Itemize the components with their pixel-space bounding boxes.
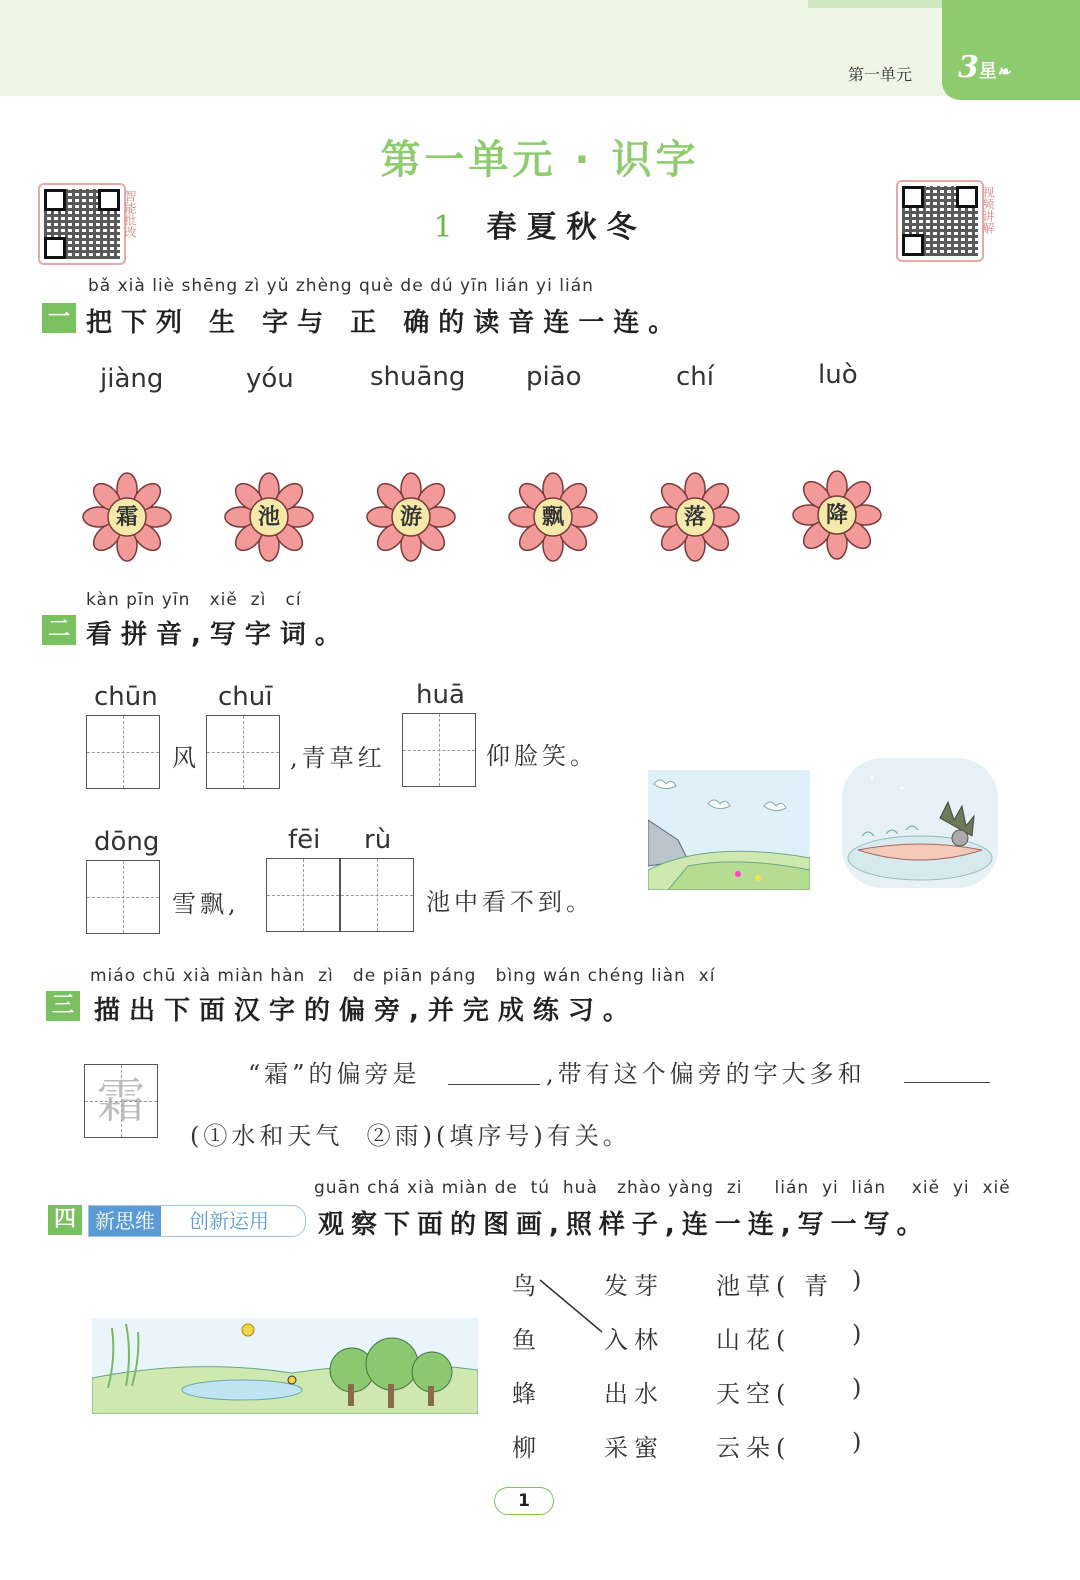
grid-pinyin: chuī — [218, 682, 273, 712]
writing-grid[interactable] — [86, 860, 160, 934]
flower-char: 池 — [257, 504, 280, 530]
match-left-item[interactable]: 柳 — [512, 1434, 542, 1462]
spring-landscape-picture — [92, 1318, 478, 1414]
grid-pinyin: fēi — [288, 825, 321, 855]
flower-character[interactable] — [650, 472, 740, 562]
writing-grid[interactable] — [402, 713, 476, 787]
section1-instruction: 把下列 生 字与 正 确的读音连一连。 — [86, 308, 684, 338]
sentence-text: 雪飘, — [172, 890, 240, 918]
qr-finder — [44, 237, 66, 259]
reading-option[interactable]: jiàng — [100, 364, 164, 394]
sentence-text: 池中看不到。 — [426, 888, 594, 916]
section4-pinyin: guān chá xià miàn de tú huà zhào yàng zi lián yi lián xiě yi xiě — [314, 1178, 1011, 1198]
tracing-grid[interactable] — [84, 1064, 158, 1138]
section1-pinyin: bǎ xià liè shēng zì yǔ zhèng què de dú yīn lián yi lián — [88, 276, 594, 296]
qr-finder — [44, 189, 66, 211]
match-left-item[interactable]: 蜂 — [512, 1380, 542, 1408]
lesson-name: 春夏秋冬 — [486, 210, 647, 245]
header-band — [0, 0, 1080, 96]
reading-option[interactable]: piāo — [526, 362, 582, 392]
fill-item: 山花( — [716, 1326, 792, 1354]
sentence-text: 风 — [172, 744, 200, 772]
close-paren: ) — [852, 1374, 868, 1402]
flower-char: 游 — [399, 504, 422, 530]
flower-char: 霜 — [115, 504, 138, 530]
star-rating — [958, 50, 1010, 85]
sentence-text: (①水和天气 ②雨)(填序号)有关。 — [190, 1122, 631, 1150]
section3-pinyin: miáo chū xià miàn hàn zì de piān páng bìng wán chéng liàn xí — [90, 966, 716, 986]
match-middle-item[interactable]: 发芽 — [604, 1272, 664, 1300]
fill-item: 云朵( — [716, 1434, 792, 1462]
reading-option[interactable]: shuāng — [370, 362, 466, 392]
grid-pinyin: dōng — [94, 827, 160, 857]
unit-title: 第一单元 · 识字 — [380, 137, 700, 183]
match-left-item[interactable]: 鸟 — [512, 1272, 542, 1300]
answer-blank[interactable] — [904, 1080, 990, 1083]
fill-item: 池草( — [716, 1272, 792, 1300]
example-connector-line — [536, 1276, 608, 1336]
grid-pinyin: huā — [416, 680, 465, 710]
section3-badge: 三 — [46, 991, 80, 1021]
fill-answer-slot[interactable] — [790, 1374, 846, 1406]
writing-grid[interactable] — [266, 858, 340, 932]
sentence-text: ,带有这个偏旁的字大多和 — [546, 1060, 866, 1088]
section3-instruction: 描出下面汉字的偏旁,并完成练习。 — [94, 996, 638, 1026]
close-paren: ) — [852, 1266, 868, 1294]
section2-instruction: 看拼音,写字词。 — [86, 620, 350, 650]
spring-scene-picture — [648, 770, 810, 890]
sentence-text: “霜”的偏旁是 — [248, 1060, 421, 1088]
qr-finder — [902, 234, 924, 256]
page-number: 1 — [494, 1487, 554, 1515]
grid-pinyin: chūn — [94, 682, 158, 712]
fill-answer-slot[interactable] — [790, 1428, 846, 1460]
unit-label: 第一单元 — [848, 65, 913, 84]
star-number: 3 — [958, 50, 979, 85]
lesson-number: 1 — [433, 210, 463, 245]
flower-char: 飘 — [541, 504, 564, 530]
tag-new-thinking: 新思维 — [89, 1206, 161, 1236]
qr-finder — [902, 186, 924, 208]
tracing-character: 霜 — [96, 1073, 145, 1129]
flower-character[interactable] — [82, 472, 172, 562]
fill-example-answer: 青 — [804, 1272, 834, 1300]
flower-char: 落 — [683, 504, 706, 530]
reading-option[interactable]: luò — [818, 360, 858, 390]
section2-badge: 二 — [42, 615, 76, 645]
qr-caption-left: 智能批改 — [123, 190, 137, 238]
flower-character[interactable] — [508, 472, 598, 562]
match-left-item[interactable]: 鱼 — [512, 1326, 542, 1354]
match-middle-item[interactable]: 入林 — [604, 1326, 664, 1354]
leaf-icon: ❧ — [996, 62, 1011, 81]
match-middle-item[interactable]: 采蜜 — [604, 1434, 664, 1462]
flower-char: 降 — [825, 502, 848, 528]
close-paren: ) — [852, 1320, 868, 1348]
qr-code-smart-grading[interactable] — [38, 183, 126, 265]
match-middle-item[interactable]: 出水 — [604, 1380, 664, 1408]
tag-innovation: 创新运用 — [189, 1209, 269, 1233]
sentence-text: 仰脸笑。 — [486, 742, 598, 770]
innovation-tag — [88, 1205, 306, 1237]
section2-pinyin: kàn pīn yīn xiě zì cí — [86, 590, 302, 610]
reading-option[interactable]: yóu — [246, 364, 294, 394]
fill-item: 天空( — [716, 1380, 792, 1408]
section4-badge: 四 — [48, 1205, 82, 1235]
flower-character[interactable] — [792, 470, 882, 560]
writing-grid[interactable] — [86, 715, 160, 789]
fill-answer-slot[interactable] — [790, 1320, 846, 1352]
sentence-text: ,青草红 — [290, 744, 386, 772]
grid-pinyin: rù — [364, 825, 392, 855]
flower-character[interactable] — [224, 472, 314, 562]
reading-option[interactable]: chí — [676, 362, 714, 392]
qr-finder — [98, 189, 120, 211]
section4-instruction: 观察下面的图画,照样子,连一连,写一写。 — [318, 1210, 930, 1240]
qr-code-video[interactable] — [896, 180, 984, 262]
flower-character[interactable] — [366, 472, 456, 562]
qr-caption-right: 视频讲解 — [981, 186, 995, 234]
answer-blank[interactable] — [448, 1082, 540, 1085]
section1-badge: 一 — [42, 303, 76, 333]
writing-grid[interactable] — [206, 715, 280, 789]
close-paren: ) — [852, 1428, 868, 1456]
star-unit: 星 — [978, 61, 997, 82]
qr-finder — [956, 186, 978, 208]
writing-grid[interactable] — [340, 858, 414, 932]
winter-pond-picture — [842, 758, 998, 888]
